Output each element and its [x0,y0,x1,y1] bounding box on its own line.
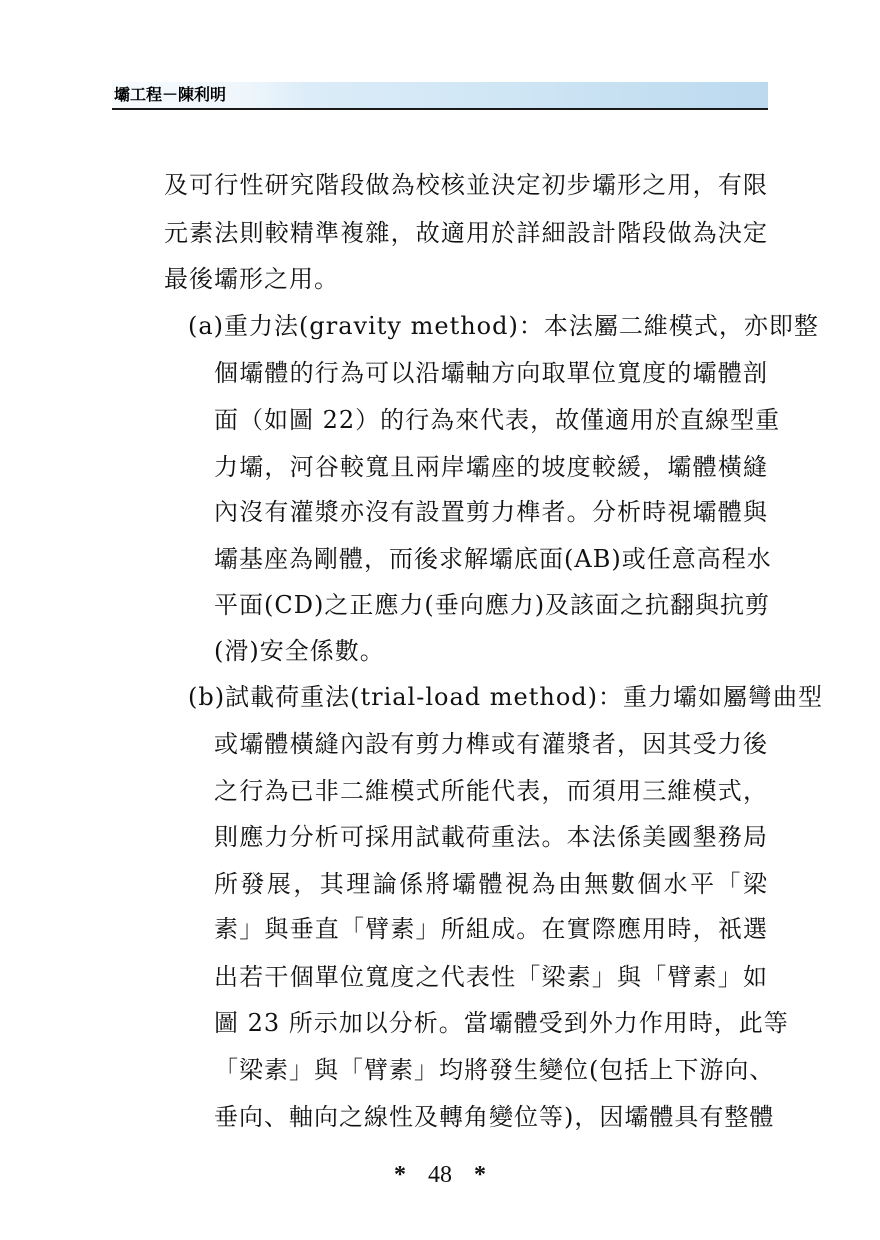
item-b-line-5: 所發展，其理論係將壩體視為由無數個水平「梁 [214,870,768,898]
intro-line-2: 元素法則較精準複雜，故適用於詳細設計階段做為決定 [164,219,768,247]
item-b-line-7: 出若干個單位寬度之代表性「梁素」與「臂素」如 [214,963,768,991]
item-a-line-8: (滑)安全係數。 [214,637,385,665]
header-divider [112,108,768,110]
running-header-title: 壩工程－陳利明 [112,82,308,108]
item-a-line-5: 內沒有灌漿亦沒有設置剪力榫者。分析時視壩體與 [214,498,768,526]
item-b-line-1: (b)試載荷重法(trial-load method)：重力壩如屬彎曲型 [188,683,824,711]
item-b-line-10: 垂向、軸向之線性及轉角變位等)，因壩體具有整體 [214,1103,775,1131]
intro-line-3: 最後壩形之用。 [164,265,339,293]
item-a-line-3: 面（如圖 22）的行為來代表，故僅適用於直線型重 [214,406,781,434]
item-a-line-7: 平面(CD)之正應力(垂向應力)及該面之抗翻與抗剪 [214,591,771,619]
item-b-line-2: 或壩體橫縫內設有剪力榫或有灌漿者，因其受力後 [214,730,768,758]
page-footer [0,1162,880,1188]
item-a-line-6: 壩基座為剛體，而後求解壩底面(AB)或任意高程水 [214,545,772,573]
intro-line-1: 及可行性研究階段做為校核並決定初步壩形之用，有限 [164,171,768,199]
item-b-line-6: 素」與垂直「臂素」所組成。在實際應用時，祇選 [214,915,768,943]
page-number: 48 [428,1162,452,1188]
item-b-line-3: 之行為已非二維模式所能代表，而須用三維模式， [214,777,768,805]
footer-star-left: * [394,1162,406,1188]
item-b-line-9: 「梁素」與「臂素」均將發生變位(包括上下游向、 [214,1056,775,1084]
item-b-line-8: 圖 23 所示加以分析。當壩體受到外力作用時，此等 [214,1009,789,1037]
item-a-line-2: 個壩體的行為可以沿壩軸方向取單位寬度的壩體剖 [214,359,768,387]
item-a-line-4: 力壩，河谷較寬且兩岸壩座的坡度較緩，壩體橫縫 [214,453,768,481]
footer-star-right: * [474,1162,486,1188]
item-b-line-4: 則應力分析可採用試載荷重法。本法係美國墾務局 [214,823,768,851]
item-a-line-1: (a)重力法(gravity method)：本法屬二維模式，亦即整 [188,312,819,340]
